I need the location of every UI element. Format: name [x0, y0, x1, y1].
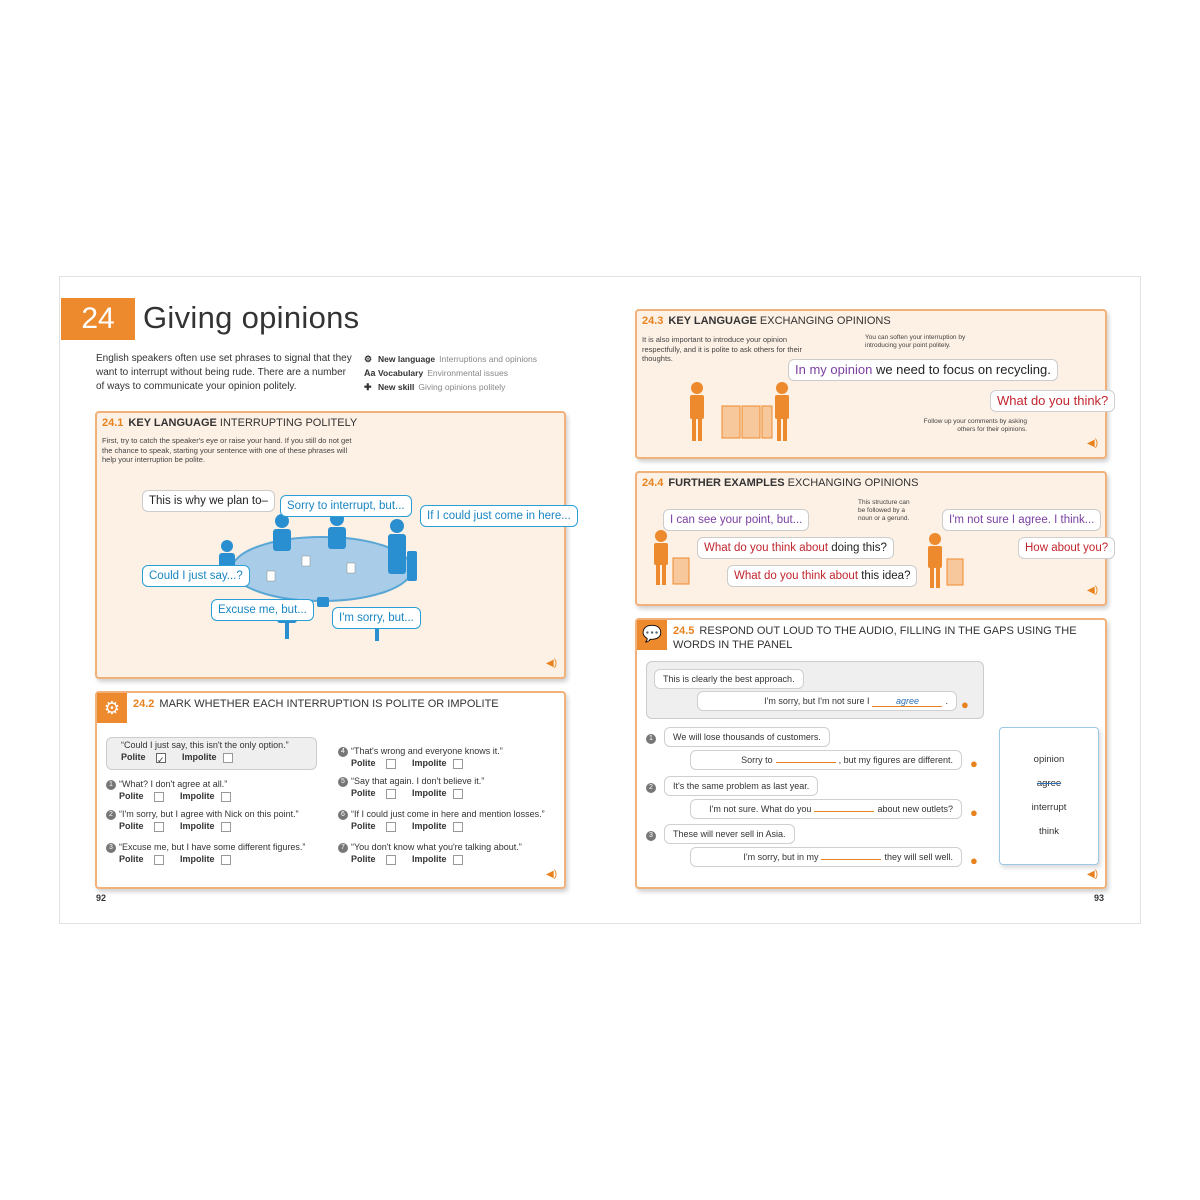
item-number: 2 [646, 779, 659, 797]
exercise-item: 4 “That's wrong and everyone knows it.” Polite Impolite [338, 745, 503, 769]
panel-heading: 24.1 KEY LANGUAGE INTERRUPTING POLITELY [102, 417, 358, 429]
audio-icon[interactable]: ◀) [546, 869, 558, 880]
gears-icon: ⚙ [364, 354, 373, 364]
impolite-checkbox[interactable] [221, 855, 231, 865]
answer-gap[interactable] [776, 753, 836, 763]
impolite-checkbox[interactable] [221, 822, 231, 832]
recycling-illustration [682, 376, 802, 448]
polite-checkbox-checked[interactable]: ✓ [157, 754, 165, 765]
speech-bubble: I'm sorry, but... [332, 607, 421, 629]
panel-24-2 [95, 691, 566, 889]
polite-checkbox[interactable] [386, 789, 396, 799]
meta-label: New language [378, 354, 436, 364]
item-number: 1 [646, 730, 659, 748]
panel-heading: 24.3 KEY LANGUAGE EXCHANGING OPINIONS [642, 315, 891, 327]
response-bubble: I'm sorry, but I'm not sure I agree . [697, 691, 957, 711]
word-panel [999, 727, 1099, 865]
word-option: interrupt [1031, 802, 1067, 813]
word-option-used: agree [1036, 778, 1062, 789]
meta-label: Vocabulary [378, 368, 424, 378]
impolite-checkbox[interactable] [221, 792, 231, 802]
impolite-checkbox[interactable] [453, 759, 463, 769]
prompt-bubble: We will lose thousands of customers. [664, 727, 830, 747]
prompt-bubble: This is clearly the best approach. [654, 669, 804, 689]
item-number: 3 [646, 827, 659, 845]
impolite-checkbox[interactable] [453, 855, 463, 865]
exercise-item: 2 “I'm sorry, but I agree with Nick on this point.” Polite Impolite [106, 808, 299, 832]
speech-icon: 💬 [637, 620, 667, 650]
speaker-icon: ● [970, 756, 978, 771]
speech-bubble: How about you? [1018, 537, 1115, 559]
response-bubble: Sorry to , but my figures are different. [690, 750, 962, 770]
speech-bubble: I can see your point, but... [663, 509, 809, 531]
meta-label: New skill [378, 382, 415, 392]
impolite-checkbox[interactable] [453, 789, 463, 799]
intro-text: English speakers often use set phrases to signal that they want to interrupt without being rude. There are a number of ways to communicate your opinion politely. [96, 353, 352, 392]
polite-checkbox[interactable] [154, 792, 164, 802]
panel-heading: 24.4 FURTHER EXAMPLES EXCHANGING OPINIONS [642, 477, 919, 489]
panel-24-5 [635, 618, 1107, 889]
speech-bubble: Could I just say...? [142, 565, 250, 587]
polite-checkbox[interactable] [386, 855, 396, 865]
response-bubble: I'm sorry, but in my they will sell well. [690, 847, 962, 867]
audio-icon[interactable]: ◀) [1087, 869, 1099, 880]
page-title: Giving opinions [143, 300, 360, 335]
speech-bubble: What do you think? [990, 390, 1115, 412]
panel-heading: 24.2 MARK WHETHER EACH INTERRUPTION IS POLITE OR IMPOLITE [133, 698, 499, 710]
audio-icon[interactable]: ◀) [1087, 585, 1099, 596]
annotation: This structure can be followed by a noun or a gerund. [858, 499, 910, 522]
meta-value: Environmental issues [427, 368, 508, 378]
exercise-item: 7 “You don't know what you're talking about.” Polite Impolite [338, 841, 522, 865]
audio-icon[interactable]: ◀) [1087, 438, 1099, 449]
speech-bubble: This is why we plan to– [142, 490, 275, 512]
annotation: You can soften your interruption by introducing your point politely. [865, 334, 966, 349]
panel-description: It is also important to introduce your opinion respectfully, and it is polite to ask others for their thoughts. [642, 335, 802, 363]
answer-gap: agree [872, 697, 942, 707]
unit-number: 24 [61, 298, 135, 340]
response-bubble: I'm not sure. What do you about new outlets? [690, 799, 962, 819]
unit-meta [364, 352, 537, 394]
answer-gap[interactable] [821, 850, 881, 860]
exercise-item: 6 “If I could just come in here and mention losses.” Polite Impolite [338, 808, 545, 832]
puzzle-icon: ✚ [364, 382, 372, 392]
answer-gap[interactable] [814, 802, 874, 812]
word-option: opinion [1033, 754, 1065, 765]
word-option: think [1038, 826, 1060, 837]
person-illustration [921, 531, 971, 591]
meta-value: Interruptions and opinions [439, 354, 537, 364]
annotation: Follow up your comments by asking others for their opinions. [923, 418, 1027, 433]
speech-bubble: Excuse me, but... [211, 599, 314, 621]
speech-bubble: I'm not sure I agree. I think... [942, 509, 1101, 531]
panel-24-3 [635, 309, 1107, 459]
page-number-right: 93 [1094, 893, 1105, 903]
speech-bubble: What do you think about doing this? [697, 537, 894, 559]
exercise-item: 3 “Excuse me, but I have some different figures.” Polite Impolite [106, 841, 305, 865]
aa-icon: Aa [364, 368, 376, 378]
speech-bubble: In my opinion we need to focus on recycling. [788, 359, 1058, 381]
panel-24-1 [95, 411, 571, 679]
prompt-bubble: It's the same problem as last year. [664, 776, 818, 796]
speaker-icon: ● [961, 697, 969, 712]
example-text: “Could I just say, this isn't the only option.” [121, 740, 289, 750]
polite-checkbox[interactable] [386, 759, 396, 769]
exercise-item: 1 “What? I don't agree at all.” Polite Impolite [106, 778, 231, 802]
exercise-item: 5 “Say that again. I don't believe it.” Polite Impolite [338, 775, 484, 799]
speaker-icon: ● [970, 853, 978, 868]
polite-checkbox[interactable] [154, 822, 164, 832]
polite-checkbox[interactable] [154, 855, 164, 865]
impolite-checkbox[interactable] [453, 822, 463, 832]
speaker-icon: ● [970, 805, 978, 820]
prompt-bubble: These will never sell in Asia. [664, 824, 795, 844]
panel-description: First, try to catch the speaker's eye or raise your hand. If you still do not get the chance to speak, starting your sentence with one of these phrases will help your interruption be polite. [102, 436, 352, 464]
panel-heading: 24.5 RESPOND OUT LOUD TO THE AUDIO, FILLING IN THE GAPS USING THE WORDS IN THE PANEL [673, 625, 1077, 651]
speech-bubble: Sorry to interrupt, but... [280, 495, 412, 517]
example-item: “Could I just say, this isn't the only option.” Polite ✓ Impolite [121, 740, 289, 765]
impolite-checkbox[interactable] [223, 753, 233, 763]
audio-icon[interactable]: ◀) [546, 658, 558, 669]
page-number-left: 92 [96, 893, 107, 903]
meta-value: Giving opinions politely [418, 382, 506, 392]
speech-bubble: What do you think about this idea? [727, 565, 917, 587]
gear-icon: ⚙ [97, 693, 127, 723]
speech-bubble: If I could just come in here... [420, 505, 578, 527]
polite-checkbox[interactable] [386, 822, 396, 832]
person-illustration [647, 528, 697, 588]
panel-24-4 [635, 471, 1107, 606]
